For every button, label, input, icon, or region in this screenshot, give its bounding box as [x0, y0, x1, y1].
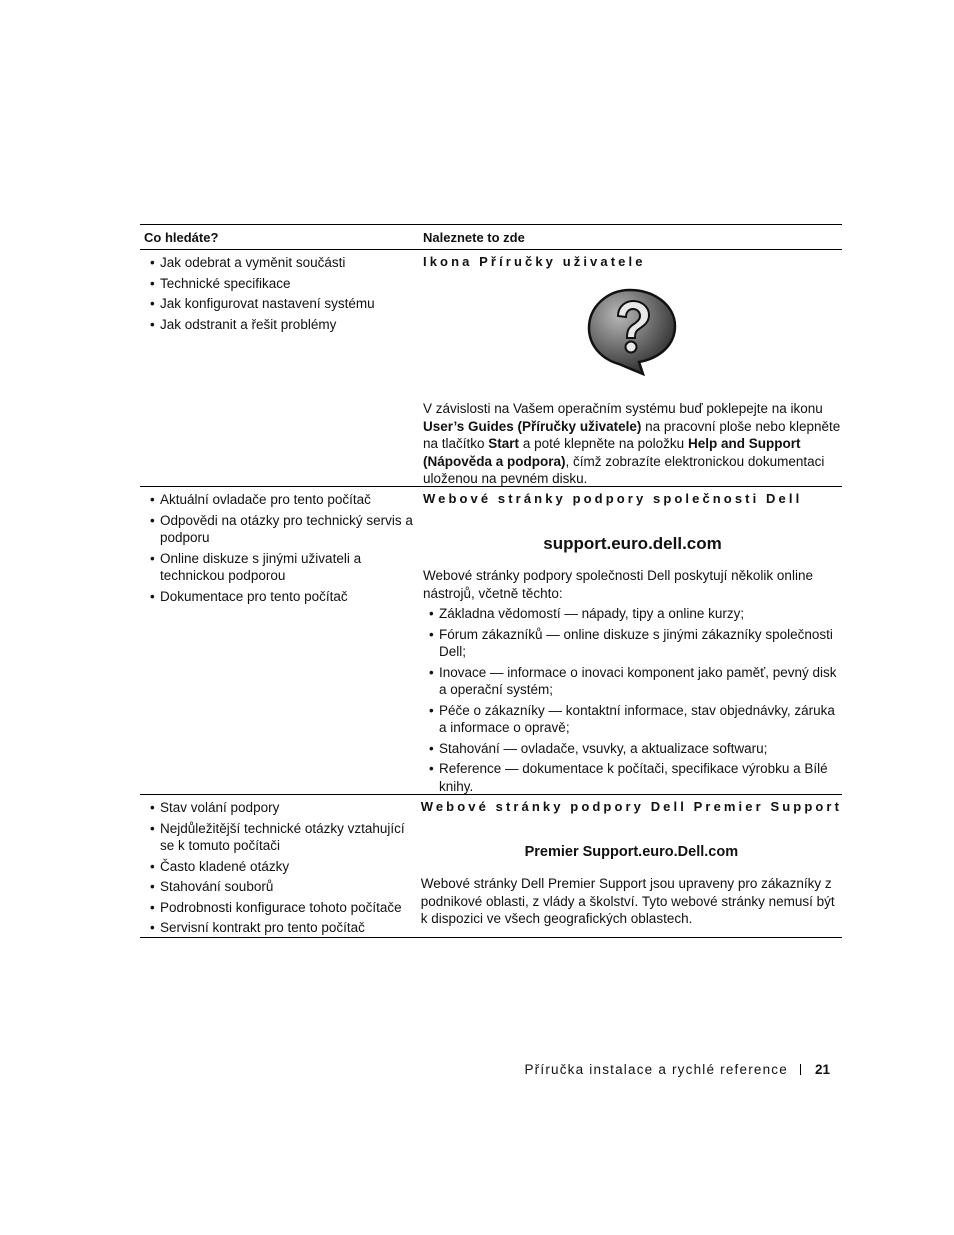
row-resource	[423, 487, 842, 794]
row-resource	[421, 795, 842, 937]
list-item: • Podrobnosti konfigurace tohoto počítače	[150, 899, 421, 917]
row-resource	[423, 250, 842, 486]
list-item: • Jak odstranit a řešit problémy	[150, 316, 423, 334]
list-item: • Stahování — ovladače, vsuvky, a aktualizace softwaru;	[429, 740, 842, 758]
topic-list	[150, 254, 423, 333]
help-question-bubble-icon	[585, 288, 681, 376]
list-item: • Servisní kontrakt pro tento počítač	[150, 919, 421, 937]
list-item: • Péče o zákazníky — kontaktní informace, stav objednávky, záruka a informace o opravě;	[429, 702, 842, 737]
list-item: • Aktuální ovladače pro tento počítač	[150, 491, 423, 509]
premier-url-link[interactable]: Premier Support.euro.Dell.com	[524, 844, 739, 860]
row-topics	[140, 795, 421, 937]
table-row	[140, 795, 842, 938]
row-topics	[140, 250, 423, 486]
list-item: • Stav volání podpory	[150, 799, 421, 817]
list-item: • Jak odebrat a vyměnit součásti	[150, 254, 423, 272]
table-row	[140, 250, 842, 487]
table-header	[140, 225, 842, 250]
list-item: • Často kladené otázky	[150, 858, 421, 876]
list-item: • Stahování souborů	[150, 878, 421, 896]
header-what: Co hledáte?	[144, 229, 219, 245]
header-where: Naleznete to zde	[423, 229, 525, 245]
list-item: • Odpovědi na otázky pro technický servis a podporu	[150, 512, 423, 547]
section-heading: Webové stránky podpory společnosti Dell	[423, 491, 803, 506]
user-guides-icon-wrap	[423, 288, 842, 388]
topic-list	[150, 491, 423, 605]
user-guides-paragraph: V závislosti na Vašem operačním systému buď poklepejte na ikonu User’s Guides (Příručky uživatele) na pracovní ploše nebo klepněte na tlačítko Start a poté klepněte na položku Help and Support (Nápověda a podpora), čímž zobrazíte elektronickou dokumentaci uloženou na pevném disku.	[423, 401, 841, 486]
row-topics	[140, 487, 423, 794]
section-heading: Ikona Příručky uživatele	[423, 254, 646, 269]
section-heading: Webové stránky podpory Dell Premier Support	[420, 799, 842, 814]
table-row	[140, 487, 842, 795]
support-tools-list	[423, 605, 842, 795]
page-number: 21	[814, 1062, 830, 1077]
topic-list	[150, 799, 421, 937]
list-item: • Technické specifikace	[150, 275, 423, 293]
footer-separator	[800, 1064, 801, 1075]
footer-title: Příručka instalace a rychlé reference	[524, 1062, 788, 1077]
support-url-link[interactable]: support.euro.dell.com	[543, 534, 722, 553]
list-item: • Reference — dokumentace k počítači, specifikace výrobku a Bílé knihy.	[429, 760, 842, 795]
list-item: • Dokumentace pro tento počítač	[150, 588, 423, 606]
page-footer	[524, 1062, 830, 1077]
list-item: • Základna vědomostí — nápady, tipy a online kurzy;	[429, 605, 842, 623]
list-item: • Jak konfigurovat nastavení systému	[150, 295, 423, 313]
list-item: • Nejdůležitější technické otázky vztahující se k tomuto počítači	[150, 820, 421, 855]
premier-paragraph: Webové stránky Dell Premier Support jsou upraveny pro zákazníky z podnikové oblasti, z vlády a školství. Tyto webové stránky nemusí být k dispozici ve všech geografických oblastech.	[420, 876, 835, 926]
list-item: • Fórum zákazníků — online diskuze s jinými zákazníky společnosti Dell;	[429, 626, 842, 661]
info-table	[140, 224, 842, 938]
support-intro: Webové stránky podpory společnosti Dell poskytují několik online nástrojů, včetně těchto:	[423, 568, 813, 601]
list-item: • Online diskuze s jinými uživateli a technickou podporou	[150, 550, 423, 585]
list-item: • Inovace — informace o inovaci komponent jako paměť, pevný disk a operační systém;	[429, 664, 842, 699]
